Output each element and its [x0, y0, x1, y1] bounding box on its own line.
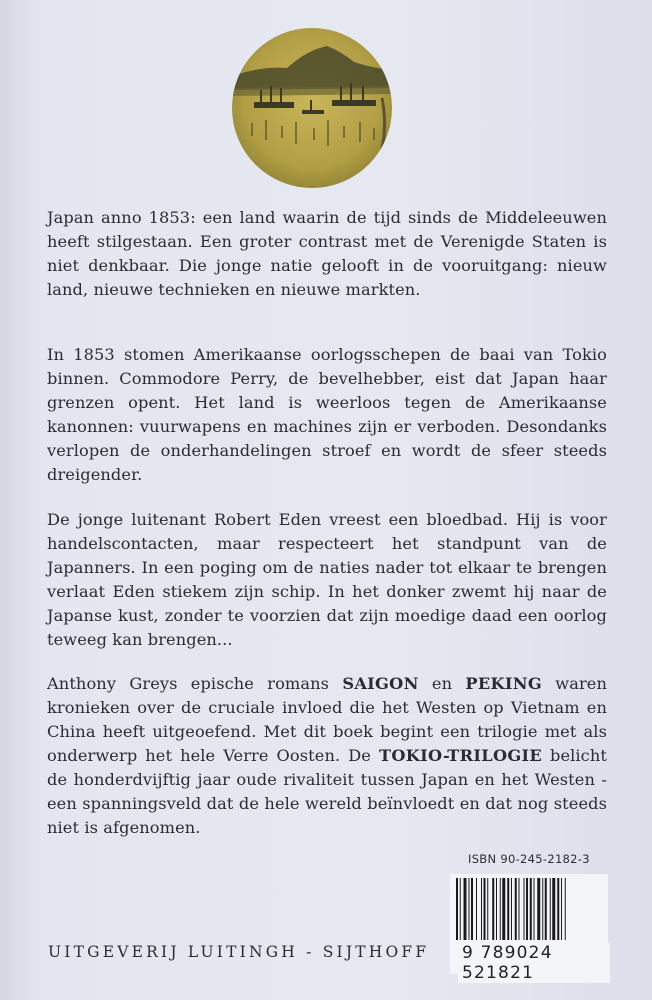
- blurb-text-segment: Anthony Greys epische romans: [47, 674, 343, 693]
- blurb-paragraph-3-text: De jonge luitenant Robert Eden vreest een bloedbad. Hij is voor handelscontacten, maar respecteert het standpunt van de Japanners. In een poging om de naties nader tot elkaar te brengen verlaat Eden stiekem zijn schip. In het donker zwemt hij naar de Japanse kust, zonder te voorzien dat zijn moedige daad een oorlog teweeg kan brengen...: [47, 510, 607, 649]
- blurb-paragraph-2-text: In 1853 stomen Amerikaanse oorlogsschepen de baai van Tokio binnen. Commodore Perry, de bevelhebber, eist dat Japan haar grenzen opent. Het land is weerloos tegen de Amerikaanse kanonnen: vuurwapens en machines zijn er verboden. Desondanks verlopen de onderhandelingen stroef en wordt de sfeer steeds dreigender.: [47, 345, 607, 484]
- ships-in-bay-illustration: [232, 28, 392, 188]
- blurb-paragraph-1: [47, 206, 607, 302]
- isbn-label: ISBN 90-245-2182-3: [468, 852, 590, 866]
- publisher-name: UITGEVERIJ LUITINGH - SIJTHOFF: [48, 943, 430, 961]
- blurb-text-segment: belicht de honderdvijftig jaar oude rivaliteit tussen Japan en het Westen - een spanningsveld dat de hele wereld beïnvloedt en dat nog steeds niet is afgenomen.: [47, 746, 607, 837]
- blurb-text-segment: en: [418, 674, 466, 693]
- blurb-paragraph-3: [47, 508, 607, 652]
- blurb-paragraph-2: [47, 343, 607, 487]
- title-peking: PEKING: [465, 674, 542, 693]
- blurb-paragraph-4-text: [47, 672, 607, 840]
- svg-text:⁂: ⁂: [364, 39, 372, 48]
- blurb-text-segment: waren kronieken over de cruciale invloed die het Westen op Vietnam en China heeft uitgeoefend. Met dit boek begint een trilogie met als onderwerp het hele Verre Oosten. De: [47, 674, 607, 765]
- barcode-number: 9 789024 521821: [458, 943, 610, 983]
- blurb-paragraph-1-text: Japan anno 1853: een land waarin de tijd sinds de Middeleeuwen heeft stilgestaan. Een groter contrast met de Verenigde Staten is niet denkbaar. Die jonge natie gelooft in de vooruitgang: nieuw land, nieuwe technieken en nieuwe markten.: [47, 208, 607, 299]
- blurb-paragraph-4: [47, 672, 607, 840]
- title-saigon: SAIGON: [342, 674, 419, 693]
- title-tokio-trilogie: TOKIO-TRILOGIE: [378, 746, 542, 765]
